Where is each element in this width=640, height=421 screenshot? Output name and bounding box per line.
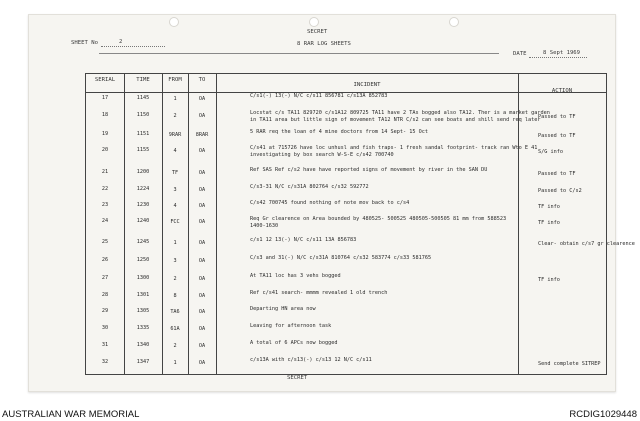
- row-from: 1: [173, 96, 177, 102]
- row-serial: 18: [101, 112, 109, 118]
- row-from: TF: [171, 170, 179, 176]
- row-to: OA: [198, 113, 206, 119]
- classification-bottom: SECRET: [287, 375, 308, 381]
- row-from: FCC: [170, 219, 180, 225]
- row-incident-line: C/s41 at 715726 have loc unhusl and fish traps- 1 fresh sandal footprint- track ran Wto E 41: [250, 145, 538, 151]
- row-to: 8RAR: [195, 132, 209, 138]
- sheet-number-line: [101, 46, 165, 47]
- row-time: 1230: [136, 202, 150, 208]
- row-action: Passed to TF: [538, 171, 576, 177]
- row-serial: 21: [101, 169, 109, 175]
- row-to: OA: [198, 309, 206, 315]
- row-from: 1: [173, 360, 177, 366]
- row-incident-line: Departing HN area now: [250, 306, 316, 312]
- row-serial: 29: [101, 308, 109, 314]
- row-serial: 17: [101, 95, 109, 101]
- row-serial: 25: [101, 239, 109, 245]
- row-from: 61A: [170, 326, 180, 332]
- row-time: 1150: [136, 112, 150, 118]
- col-header-incident: INCIDENT: [353, 82, 381, 88]
- row-serial: 31: [101, 342, 109, 348]
- row-serial: 19: [101, 131, 109, 137]
- punch-hole: [169, 17, 179, 27]
- sheet-number: 2: [119, 39, 123, 45]
- date-value: 8 Sept 1969: [543, 50, 581, 56]
- row-incident-line: c/s1 12 13(-) N/C c/s11 13A 856783: [250, 237, 357, 243]
- row-incident-line: Ref c/s41 search- mmmm revealed 1 old trench: [250, 290, 388, 296]
- row-incident-line: Ref SAS Ref c/s2 have have reported signs of movement by river in the SAN DU: [250, 167, 488, 173]
- row-to: OA: [198, 360, 206, 366]
- row-from: 4: [173, 148, 177, 154]
- row-serial: 27: [101, 275, 109, 281]
- row-from: 3: [173, 258, 177, 264]
- sheet-number-label: SHEET No: [71, 40, 98, 46]
- row-serial: 30: [101, 325, 109, 331]
- row-from: TA6: [170, 309, 180, 315]
- row-incident-line: in TA11 area but little sign of movement TA12 NTR C/s2 can see boats and shill send req later: [250, 117, 541, 123]
- row-incident-line: Locstat c/s TA11 829720 c/s1A12 809725 TA11 have 2 TAs bogged also TA12. Ther is a market garden: [250, 110, 550, 116]
- row-action: TF info: [538, 204, 560, 210]
- row-to: OA: [198, 148, 206, 154]
- row-to: OA: [198, 240, 206, 246]
- row-to: OA: [198, 203, 206, 209]
- row-to: OA: [198, 326, 206, 332]
- row-action: TF info: [538, 220, 560, 226]
- row-to: OA: [198, 293, 206, 299]
- col-header-to: TO: [198, 77, 206, 83]
- row-serial: 28: [101, 292, 109, 298]
- row-to: OA: [198, 170, 206, 176]
- row-incident-line: 1400-1630: [250, 223, 279, 229]
- footer-reference: RCDIG1029448: [569, 409, 637, 420]
- row-time: 1335: [136, 325, 150, 331]
- sheet-title: 8 RAR LOG SHEETS: [297, 41, 351, 47]
- row-incident-line: C/s1(-) 13(-) N/C c/s11 856781 c/s13A 852783: [250, 93, 388, 99]
- log-table: [85, 73, 635, 375]
- row-serial: 23: [101, 202, 109, 208]
- row-time: 1245: [136, 239, 150, 245]
- header-divider: [99, 53, 499, 54]
- punch-hole: [449, 17, 459, 27]
- col-header-time: TIME: [136, 77, 150, 83]
- row-to: OA: [198, 96, 206, 102]
- row-time: 1300: [136, 275, 150, 281]
- row-serial: 20: [101, 147, 109, 153]
- row-incident-line: investigating by box search W-S-E c/s42 700740: [250, 152, 394, 158]
- row-serial: 26: [101, 257, 109, 263]
- log-sheet: [28, 14, 635, 392]
- classification-top: SECRET: [307, 29, 328, 35]
- row-time: 1340: [136, 342, 150, 348]
- row-to: OA: [198, 258, 206, 264]
- row-time: 1155: [136, 147, 150, 153]
- row-from: 9RAR: [168, 132, 182, 138]
- row-incident-line: C/s3 and 31(-) N/C c/s31A 810764 c/s32 583774 c/s33 581765: [250, 255, 432, 261]
- row-to: OA: [198, 276, 206, 282]
- col-header-serial: SERIAL: [94, 77, 116, 83]
- row-from: 1: [173, 240, 177, 246]
- row-serial: 24: [101, 218, 109, 224]
- row-time: 1305: [136, 308, 150, 314]
- row-from: 2: [173, 276, 177, 282]
- row-incident-line: C/s42 700745 found nothing of note mov back to c/s4: [250, 200, 410, 206]
- row-from: 3: [173, 187, 177, 193]
- col-divider: [216, 74, 217, 374]
- row-from: 8: [173, 293, 177, 299]
- row-action: Passed to TF: [538, 133, 576, 139]
- row-action: Clear- obtain c/s7 gr clearence: [538, 241, 635, 247]
- row-time: 1240: [136, 218, 150, 224]
- row-action: S/G info: [538, 149, 563, 155]
- row-incident-line: At TA11 loc has 3 vehs bogged: [250, 273, 341, 279]
- row-incident-line: c/s13A with c/s13(-) c/s13 12 N/C c/s11: [250, 357, 372, 363]
- footer-source: AUSTRALIAN WAR MEMORIAL: [2, 409, 140, 420]
- row-time: 1145: [136, 95, 150, 101]
- row-time: 1301: [136, 292, 150, 298]
- row-to: OA: [198, 219, 206, 225]
- punch-hole: [309, 17, 319, 27]
- row-action: Passed to TF: [538, 114, 576, 120]
- row-incident-line: A total of 6 APCs now bogged: [250, 340, 338, 346]
- row-action: TF info: [538, 277, 560, 283]
- row-incident-line: C/s3-31 N/C c/s31A 802764 c/s32 592772: [250, 184, 369, 190]
- row-from: 4: [173, 203, 177, 209]
- row-serial: 22: [101, 186, 109, 192]
- row-incident-line: 5 RAR req the loan of 4 mine doctors from 14 Sept- 15 Oct: [250, 129, 429, 135]
- row-incident-line: Req Gr clearence on Area bounded by 480525- 500525 480505-500505 81 mm from 588523: [250, 216, 507, 222]
- row-time: 1224: [136, 186, 150, 192]
- row-action: Passed to C/s2: [538, 188, 582, 194]
- row-time: 1250: [136, 257, 150, 263]
- row-from: 2: [173, 343, 177, 349]
- row-action: Send complete SITREP: [538, 361, 601, 367]
- row-time: 1151: [136, 131, 150, 137]
- row-time: 1347: [136, 359, 150, 365]
- col-header-from: FROM: [168, 77, 182, 83]
- row-time: 1200: [136, 169, 150, 175]
- date-line: [529, 57, 587, 58]
- row-serial: 32: [101, 359, 109, 365]
- col-header-action: ACTION: [551, 88, 573, 94]
- row-to: OA: [198, 343, 206, 349]
- row-to: OA: [198, 187, 206, 193]
- row-from: 2: [173, 113, 177, 119]
- row-incident-line: Leaving for afternoon task: [250, 323, 332, 329]
- date-label: DATE: [513, 51, 527, 57]
